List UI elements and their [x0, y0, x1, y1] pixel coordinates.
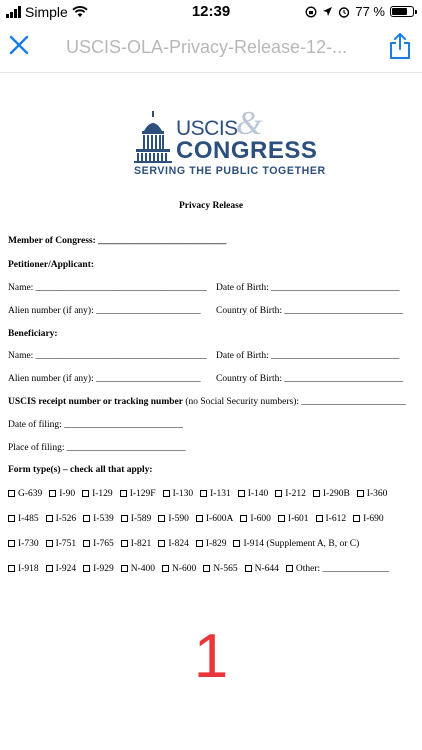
form-type-label: I-751 — [55, 539, 77, 549]
form-type-option[interactable] — [121, 564, 155, 574]
form-type-row — [8, 514, 391, 524]
form-type-row — [8, 564, 396, 574]
form-type-option[interactable] — [286, 564, 389, 574]
form-type-label: N-600 — [172, 564, 197, 574]
checkbox-icon[interactable] — [8, 540, 15, 547]
checkbox-icon[interactable] — [83, 515, 90, 522]
carrier-label: Simple — [25, 4, 68, 20]
document-heading: Privacy Release — [178, 201, 244, 211]
status-bar — [0, 0, 422, 24]
form-type-label: I-526 — [55, 514, 77, 524]
receipt-label: USCIS receipt number or tracking number — [8, 397, 183, 407]
form-type-option[interactable] — [158, 539, 189, 549]
location-icon — [322, 6, 333, 17]
form-type-option[interactable] — [203, 564, 237, 574]
form-type-option[interactable] — [82, 489, 113, 499]
form-type-option[interactable] — [316, 514, 347, 524]
form-type-label: Other: ______________ — [295, 564, 390, 574]
member-of-congress-field: Member of Congress: ___________________________ — [8, 236, 227, 246]
checkbox-icon[interactable] — [83, 565, 90, 572]
form-types-header: Form type(s) – check all that apply: — [8, 465, 153, 475]
checkbox-icon[interactable] — [233, 540, 240, 547]
checkbox-icon[interactable] — [238, 490, 245, 497]
checkbox-icon[interactable] — [121, 515, 128, 522]
document-page[interactable] — [0, 73, 422, 750]
form-type-label: I-600 — [250, 514, 271, 524]
clock: 12:39 — [191, 3, 231, 20]
checkbox-icon[interactable] — [203, 565, 210, 572]
form-type-option[interactable] — [83, 564, 114, 574]
uscis-congress-logo — [132, 105, 326, 181]
beneficiary-dob-field: Date of Birth: ___________________________ — [216, 351, 400, 361]
form-type-option[interactable] — [353, 514, 384, 524]
date-of-filing-field: Date of filing: _________________________ — [8, 420, 183, 430]
receipt-number-field — [8, 397, 406, 407]
checkbox-icon[interactable] — [196, 540, 203, 547]
checkbox-icon[interactable] — [200, 490, 207, 497]
checkbox-icon[interactable] — [158, 540, 165, 547]
logo-congress-text: CONGRESS — [176, 137, 318, 164]
checkbox-icon[interactable] — [8, 490, 15, 497]
form-type-label: I-929 — [93, 564, 114, 574]
checkbox-icon[interactable] — [120, 490, 127, 497]
form-type-option[interactable] — [196, 539, 227, 549]
form-type-option[interactable] — [200, 489, 231, 499]
navigation-bar — [0, 24, 422, 73]
battery-percent: 77 % — [355, 4, 385, 19]
checkbox-icon[interactable] — [275, 490, 282, 497]
form-type-label: I-90 — [59, 489, 76, 499]
petitioner-header: Petitioner/Applicant: — [8, 260, 95, 270]
form-type-label: N-644 — [254, 564, 279, 574]
form-type-label: I-730 — [18, 539, 39, 549]
form-type-label: I-212 — [285, 489, 306, 499]
form-type-label: I-821 — [130, 539, 152, 549]
receipt-note: (no Social Security numbers): ______________________ — [182, 397, 406, 407]
checkbox-icon[interactable] — [162, 565, 169, 572]
checkbox-icon[interactable] — [357, 490, 364, 497]
form-type-option[interactable] — [8, 514, 39, 524]
document-title: USCIS-OLA-Privacy-Release-12-... — [66, 37, 348, 57]
form-type-option[interactable] — [238, 489, 269, 499]
form-type-label: I-131 — [210, 489, 231, 499]
logo-ampersand: & — [236, 105, 263, 142]
form-type-option[interactable] — [275, 489, 306, 499]
form-type-option[interactable] — [162, 564, 196, 574]
form-type-label: I-914 (Supplement A, B, or C) — [243, 539, 360, 549]
form-type-label: I-824 — [168, 539, 189, 549]
form-type-option[interactable] — [49, 489, 75, 499]
status-right — [305, 4, 414, 19]
battery-icon — [390, 6, 414, 17]
logo-tagline: SERVING THE PUBLIC TOGETHER — [134, 165, 326, 177]
form-type-row — [8, 489, 394, 499]
form-type-option[interactable] — [240, 514, 271, 524]
form-type-option[interactable] — [158, 514, 189, 524]
rotation-lock-icon — [305, 6, 317, 18]
form-type-label: I-290B — [322, 489, 350, 499]
checkbox-icon[interactable] — [83, 540, 90, 547]
form-type-label: I-360 — [366, 489, 388, 499]
form-type-option[interactable] — [121, 514, 152, 524]
form-type-label: N-400 — [130, 564, 156, 574]
form-type-label: I-601 — [287, 514, 309, 524]
form-type-option[interactable] — [233, 539, 359, 549]
checkbox-icon[interactable] — [163, 490, 170, 497]
form-type-option[interactable] — [8, 489, 42, 499]
form-type-label: N-565 — [213, 564, 238, 574]
form-type-option[interactable] — [8, 539, 39, 549]
checkbox-icon[interactable] — [196, 515, 203, 522]
checkbox-icon[interactable] — [286, 565, 293, 572]
form-type-option[interactable] — [245, 564, 279, 574]
checkbox-icon[interactable] — [313, 490, 320, 497]
form-type-label: G-639 — [18, 489, 43, 499]
checkbox-icon[interactable] — [8, 565, 15, 572]
share-icon[interactable] — [388, 32, 412, 60]
checkbox-icon[interactable] — [316, 515, 323, 522]
form-type-label: I-130 — [172, 489, 194, 499]
petitioner-name-field: Name: ____________________________________ — [8, 283, 207, 293]
petitioner-dob-field: Date of Birth: ___________________________ — [216, 283, 400, 293]
form-type-option[interactable] — [120, 489, 156, 499]
form-type-label: I-600A — [205, 514, 234, 524]
beneficiary-alien-field: Alien number (if any): ______________________ — [8, 374, 201, 384]
form-type-label: I-129 — [92, 489, 113, 499]
form-type-label: I-140 — [247, 489, 269, 499]
close-icon[interactable] — [6, 32, 32, 58]
checkbox-icon[interactable] — [46, 565, 53, 572]
alarm-icon — [338, 6, 350, 18]
beneficiary-name-field: Name: ____________________________________ — [8, 351, 207, 361]
form-type-label: I-539 — [93, 514, 114, 524]
capitol-dome-icon — [132, 111, 174, 163]
form-type-option[interactable] — [83, 539, 114, 549]
form-type-option[interactable] — [46, 539, 77, 549]
form-type-row — [8, 539, 366, 549]
beneficiary-country-field: Country of Birth: _________________________ — [216, 374, 404, 384]
checkbox-icon[interactable] — [158, 515, 165, 522]
checkbox-icon[interactable] — [49, 490, 56, 497]
petitioner-country-field: Country of Birth: _________________________ — [216, 306, 404, 316]
checkbox-icon[interactable] — [240, 515, 247, 522]
checkbox-icon[interactable] — [8, 515, 15, 522]
form-type-option[interactable] — [278, 514, 309, 524]
checkbox-icon[interactable] — [82, 490, 89, 497]
checkbox-icon[interactable] — [121, 565, 128, 572]
page-number: 1 — [193, 622, 229, 691]
petitioner-alien-field: Alien number (if any): ______________________ — [8, 306, 201, 316]
place-of-filing-field: Place of filing: _________________________ — [8, 443, 186, 453]
form-type-label: I-765 — [93, 539, 114, 549]
checkbox-icon[interactable] — [121, 540, 128, 547]
form-type-option[interactable] — [163, 489, 194, 499]
form-type-option[interactable] — [313, 489, 350, 499]
form-type-label: I-612 — [325, 514, 347, 524]
form-type-label: I-129F — [129, 489, 156, 499]
form-type-option[interactable] — [357, 489, 388, 499]
checkbox-icon[interactable] — [278, 515, 285, 522]
form-type-label: I-918 — [18, 564, 39, 574]
form-type-option[interactable] — [196, 514, 233, 524]
checkbox-icon[interactable] — [46, 515, 53, 522]
form-type-option[interactable] — [121, 539, 152, 549]
form-type-option[interactable] — [46, 564, 77, 574]
checkbox-icon[interactable] — [353, 515, 360, 522]
logo-uscis-text: USCIS — [176, 117, 238, 140]
form-type-option[interactable] — [83, 514, 114, 524]
form-type-label: I-690 — [363, 514, 384, 524]
form-type-label: I-589 — [130, 514, 152, 524]
form-type-label: I-829 — [205, 539, 227, 549]
form-type-option[interactable] — [8, 564, 39, 574]
form-type-label: I-590 — [168, 514, 189, 524]
checkbox-icon[interactable] — [245, 565, 252, 572]
form-type-option[interactable] — [46, 514, 77, 524]
beneficiary-header: Beneficiary: — [8, 329, 58, 339]
checkbox-icon[interactable] — [46, 540, 53, 547]
form-type-label: I-485 — [18, 514, 39, 524]
form-type-label: I-924 — [55, 564, 77, 574]
